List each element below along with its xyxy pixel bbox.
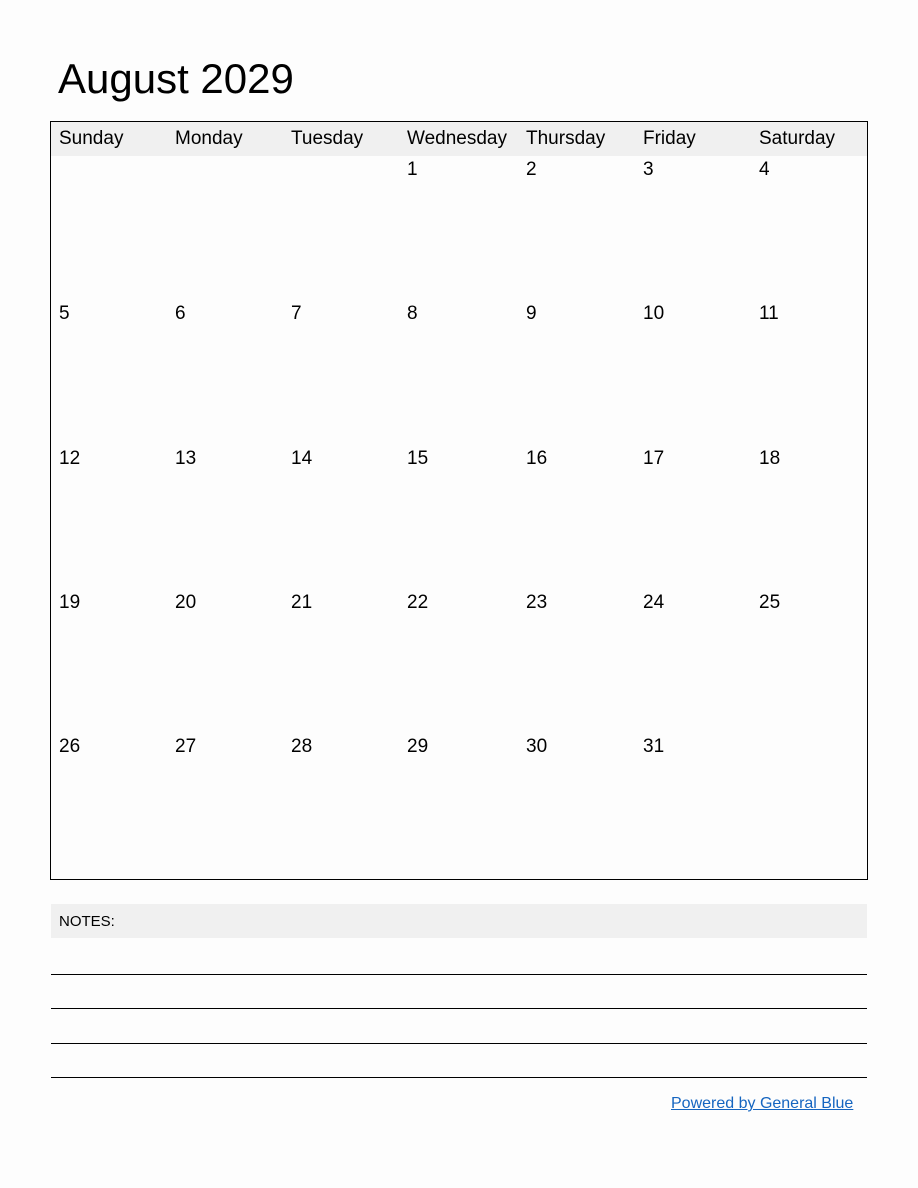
weekday-saturday: Saturday bbox=[759, 128, 836, 149]
day-cell: 12 bbox=[59, 448, 81, 469]
notes-line bbox=[51, 974, 867, 975]
day-cell: 22 bbox=[407, 592, 429, 613]
notes-line bbox=[51, 1077, 867, 1078]
day-cell: 16 bbox=[526, 448, 548, 469]
weekday-header bbox=[51, 122, 867, 156]
day-cell: 15 bbox=[407, 448, 429, 469]
day-cell: 18 bbox=[759, 448, 781, 469]
day-cell: 7 bbox=[291, 303, 302, 324]
notes-label: NOTES: bbox=[59, 913, 115, 930]
day-cell: 17 bbox=[643, 448, 665, 469]
day-cell: 11 bbox=[759, 303, 779, 324]
day-cell: 31 bbox=[643, 736, 665, 757]
day-cell: 9 bbox=[526, 303, 537, 324]
day-cell: 30 bbox=[526, 736, 548, 757]
powered-by-link[interactable]: Powered by General Blue bbox=[671, 1095, 854, 1112]
day-cell: 27 bbox=[175, 736, 197, 757]
day-cell: 14 bbox=[291, 448, 313, 469]
day-cell: 6 bbox=[175, 303, 186, 324]
day-cell: 29 bbox=[407, 736, 429, 757]
day-cell: 1 bbox=[407, 159, 418, 180]
weekday-thursday: Thursday bbox=[526, 128, 606, 149]
day-cell: 26 bbox=[59, 736, 81, 757]
calendar-grid bbox=[50, 121, 868, 880]
weekday-sunday: Sunday bbox=[59, 128, 124, 149]
notes-line bbox=[51, 1008, 867, 1009]
weekday-monday: Monday bbox=[175, 128, 243, 149]
day-cell: 3 bbox=[643, 159, 654, 180]
day-cell: 19 bbox=[59, 592, 81, 613]
day-cell: 20 bbox=[175, 592, 197, 613]
weekday-friday: Friday bbox=[643, 128, 696, 149]
day-cell: 25 bbox=[759, 592, 781, 613]
day-cell: 21 bbox=[291, 592, 313, 613]
notes-header bbox=[51, 904, 867, 938]
day-cell: 23 bbox=[526, 592, 548, 613]
day-cell: 2 bbox=[526, 159, 537, 180]
day-cell: 4 bbox=[759, 159, 770, 180]
notes-line bbox=[51, 1043, 867, 1044]
day-cell: 8 bbox=[407, 303, 418, 324]
day-cell: 24 bbox=[643, 592, 665, 613]
day-cell: 28 bbox=[291, 736, 313, 757]
day-cell: 5 bbox=[59, 303, 70, 324]
weekday-tuesday: Tuesday bbox=[291, 128, 364, 149]
day-cell: 13 bbox=[175, 448, 197, 469]
weekday-wednesday: Wednesday bbox=[407, 128, 507, 149]
page-title: August 2029 bbox=[58, 55, 294, 102]
day-cell: 10 bbox=[643, 303, 665, 324]
